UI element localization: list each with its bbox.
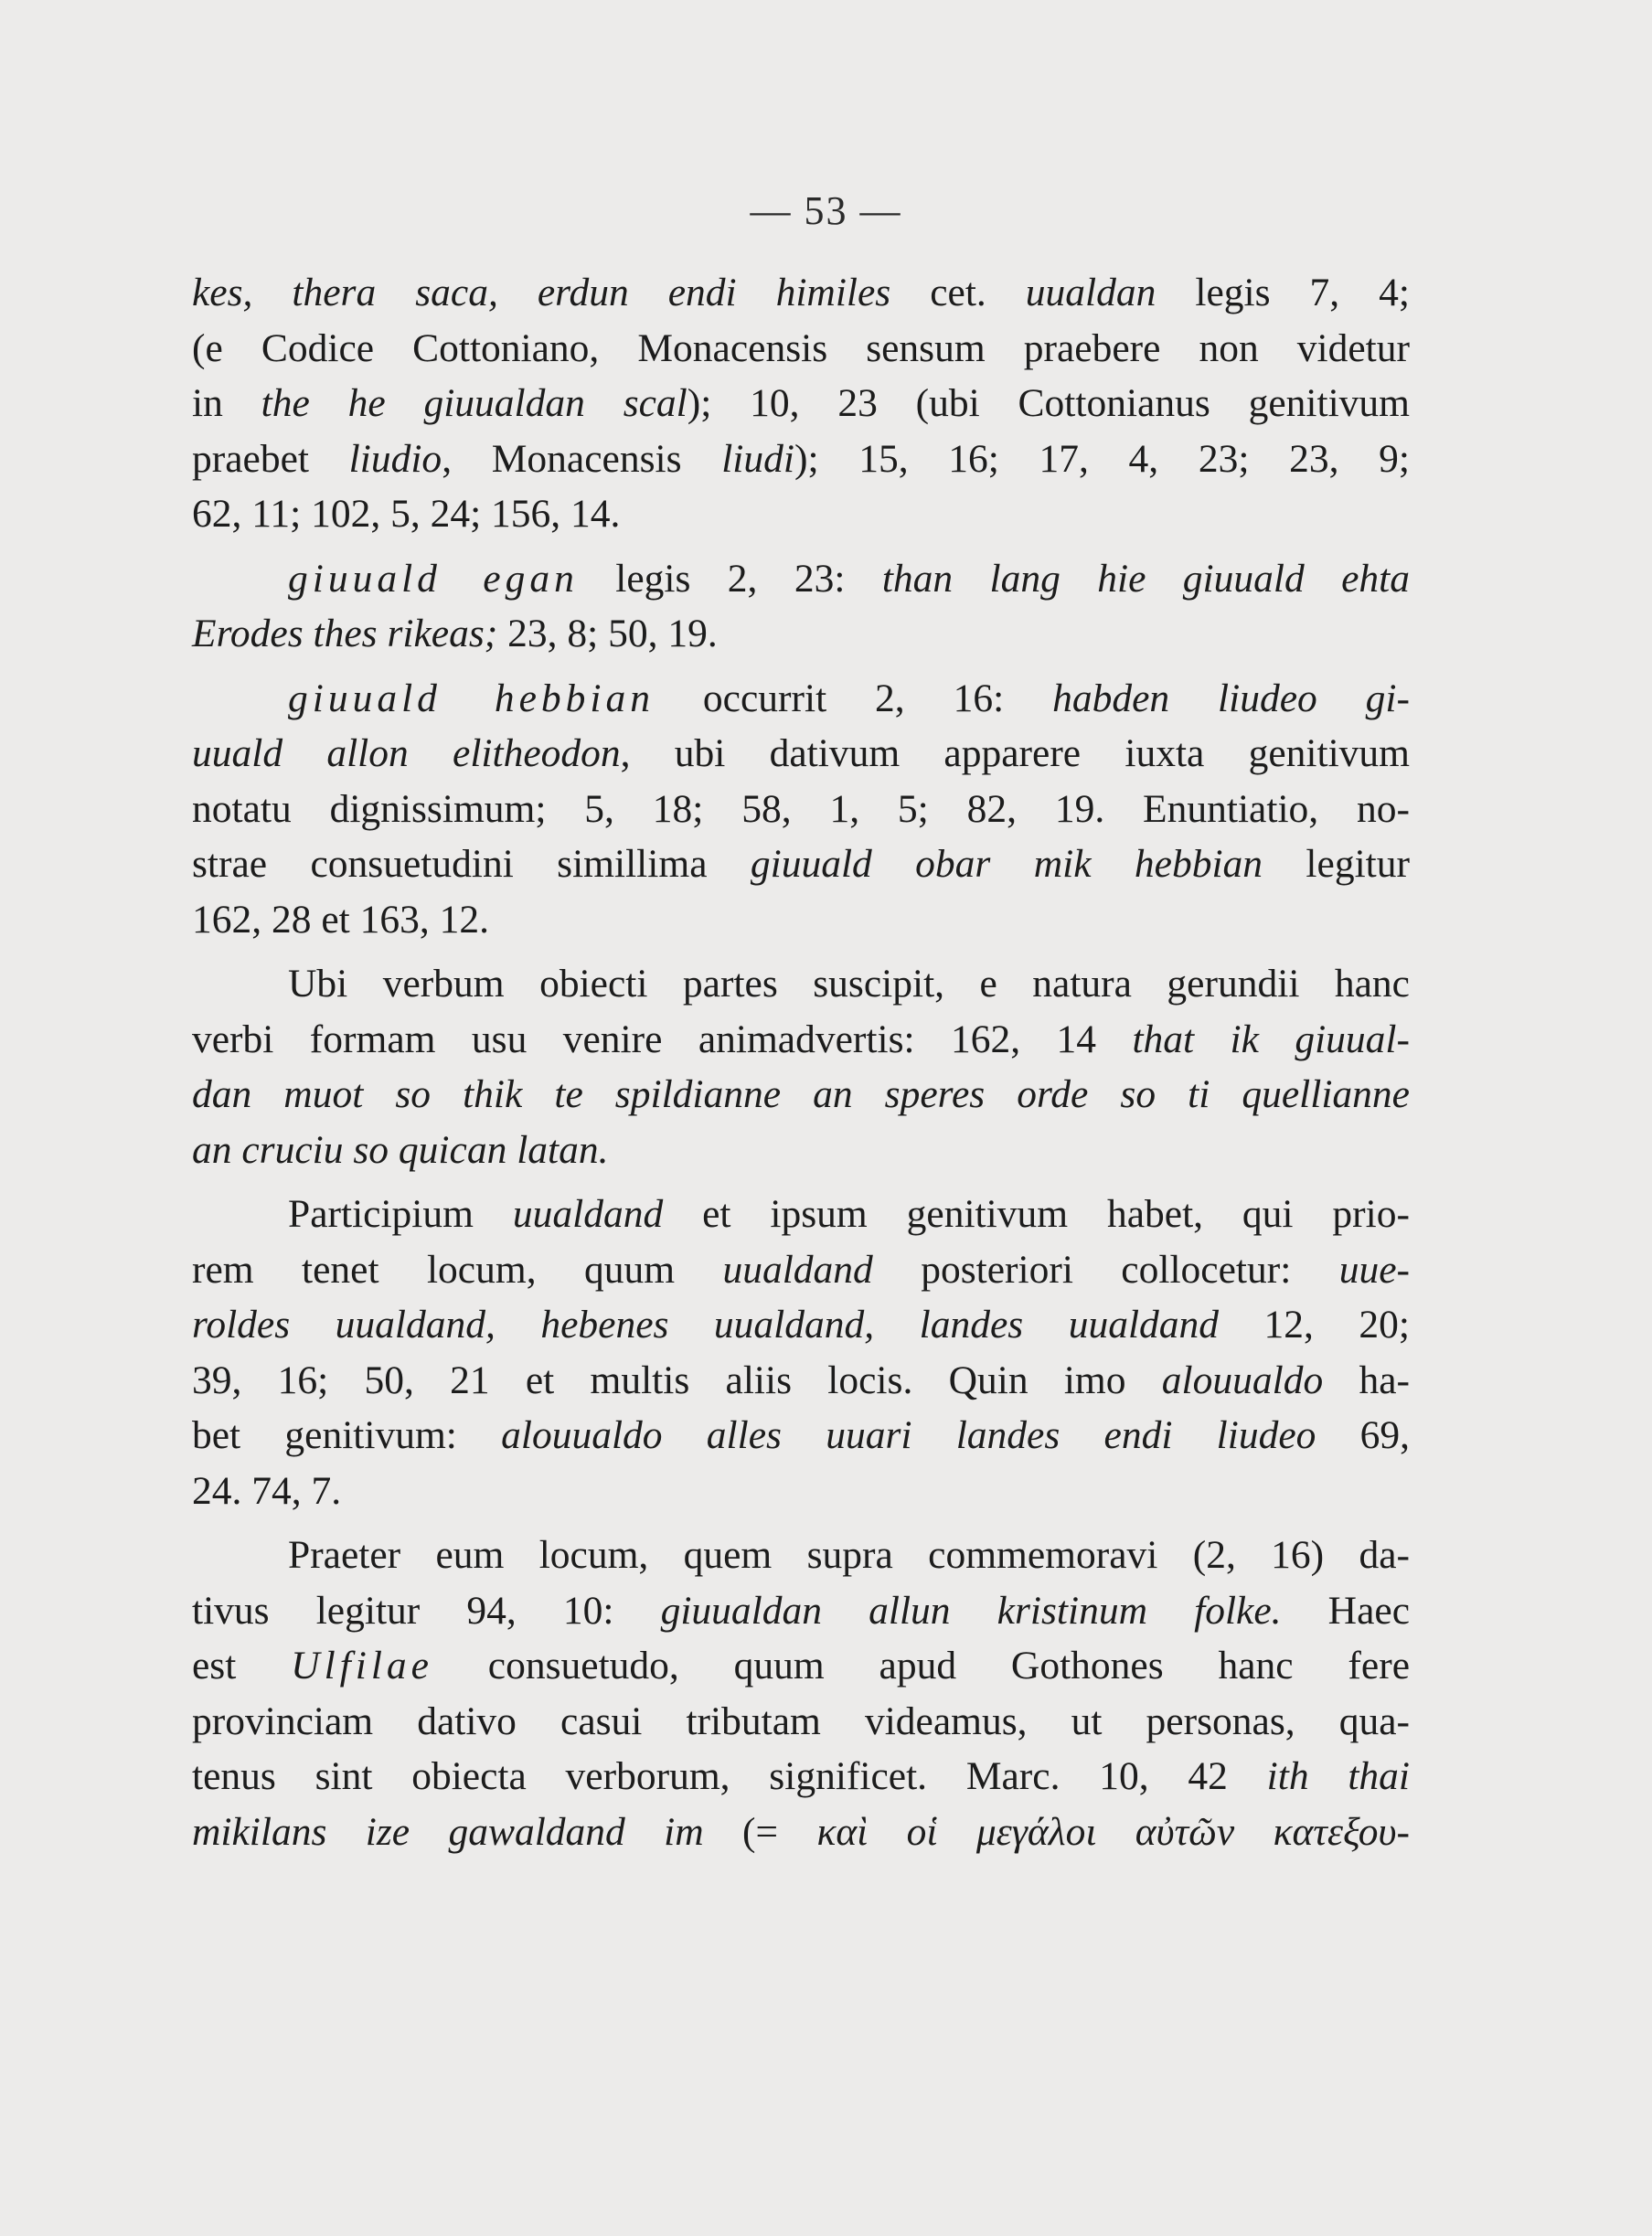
- text-run: rem tenet locum, quum: [192, 1247, 723, 1292]
- emphasis: giuuald egan: [288, 556, 579, 601]
- text-run: cet.: [890, 271, 1026, 314]
- text-line: [192, 431, 1410, 487]
- emphasis: alouualdo alles uuari landes endi liudeo: [501, 1413, 1316, 1457]
- emphasis: than lang hie giuuald ehta: [881, 556, 1410, 601]
- text-line: [192, 1067, 1410, 1123]
- emphasis: liudio: [348, 436, 442, 481]
- emphasis: Erodes thes rikeas;: [192, 612, 498, 655]
- emphasis: that ik giuual-: [1132, 1017, 1410, 1061]
- text-run: in: [192, 381, 261, 425]
- text-run: 39, 16; 50, 21 et multis aliis locis. Quin imo: [192, 1358, 1162, 1402]
- text-line: notatu dignissimum; 5, 18; 58, 1, 5; 82, 19. Enuntiatio, no-: [192, 786, 1410, 831]
- text-run: tenus sint obiecta verborum, significet. Marc. 10, 42: [192, 1754, 1267, 1798]
- emphasis: uualdan: [1025, 271, 1156, 314]
- text-line: [192, 726, 1410, 782]
- text-line: [192, 836, 1410, 892]
- text-run: 23, 8; 50, 19.: [497, 612, 718, 655]
- emphasis: kes, thera saca, erdun endi himiles: [192, 271, 891, 314]
- text-line: [192, 1242, 1410, 1298]
- text-run: legis 7, 4;: [1156, 271, 1410, 314]
- text-run: 12, 20;: [1219, 1303, 1410, 1347]
- text-line: [192, 265, 1410, 321]
- text-run: bet genitivum:: [192, 1413, 502, 1457]
- emphasis: dan muot so thik te spildianne an speres orde so ti quellianne: [192, 1072, 1410, 1116]
- emphasis: giuuald obar mik hebbian: [750, 842, 1263, 886]
- emphasis: liudi: [721, 436, 794, 481]
- emphasis: uualdand: [722, 1247, 873, 1292]
- text-run: praebet: [192, 436, 349, 481]
- text-line: [192, 1638, 1410, 1694]
- paragraph: [192, 551, 1410, 662]
- text-line: Ubi verbum obiecti partes suscipit, e natura gerundii hanc: [288, 962, 1410, 1006]
- text-line: Praeter eum locum, quem supra commemoravi (2, 16) da-: [288, 1533, 1410, 1577]
- paragraph: [192, 956, 1410, 1177]
- text-run: ); 10, 23 (ubi Cottonianus genitivum: [687, 381, 1410, 425]
- text-line: (e Codice Cottoniano, Monacensis sensum praebere non videtur: [192, 325, 1410, 370]
- text-run: Participium: [288, 1192, 513, 1236]
- emphasis: alouualdo: [1161, 1358, 1324, 1402]
- text-run: strae consuetudini simillima: [192, 842, 751, 886]
- text-line: [192, 1353, 1410, 1409]
- page-number: — 53 —: [750, 188, 902, 233]
- text-line: [192, 606, 1410, 662]
- emphasis: mikilans ize gawaldand im: [192, 1809, 704, 1854]
- text-line: [192, 671, 1410, 727]
- text-run: ); 15, 16; 17, 4, 23; 23, 9;: [794, 436, 1410, 481]
- text-line: 162, 28 et 163, 12.: [192, 897, 490, 942]
- text-run: tivus legitur 94, 10:: [192, 1588, 661, 1633]
- page-body: [192, 265, 1410, 1869]
- paragraph: [192, 265, 1410, 542]
- emphasis: giuualdan allun kristinum folke.: [660, 1588, 1282, 1633]
- text-line: [192, 551, 1410, 607]
- text-line: [192, 376, 1410, 431]
- emphasis: uuald allon elitheodon: [192, 731, 621, 775]
- text-run: legis 2, 23:: [578, 556, 882, 601]
- emphasis: giuuald hebbian: [288, 676, 655, 720]
- text-line: [192, 1749, 1410, 1805]
- text-run: consuetudo, quum apud Gothones hanc fere: [432, 1644, 1410, 1688]
- text-line: provinciam dativo casui tributam videamus, ut personas, qua-: [192, 1698, 1410, 1743]
- paragraph: [192, 671, 1410, 948]
- text-line: [192, 1408, 1410, 1464]
- emphasis: ith thai: [1266, 1754, 1411, 1798]
- text-run: et ipsum genitivum habet, qui prio-: [663, 1192, 1410, 1236]
- emphasis: uue-: [1338, 1247, 1411, 1292]
- text-run: ha-: [1323, 1358, 1411, 1402]
- greek-text: καὶ οἱ μεγάλοι αὐτῶν κατεξου-: [816, 1809, 1410, 1854]
- emphasis: the he giuualdan scal: [261, 381, 687, 425]
- emphasis: an cruciu so quican latan.: [192, 1127, 609, 1172]
- text-line: 62, 11; 102, 5, 24; 156, 14.: [192, 492, 621, 536]
- text-run: , Monacensis: [442, 436, 722, 481]
- text-line: [192, 1297, 1410, 1353]
- paragraph: [192, 1187, 1410, 1518]
- emphasis: Ulfilae: [291, 1644, 433, 1688]
- text-run: legitur: [1263, 842, 1410, 886]
- emphasis: habden liudeo gi-: [1052, 676, 1410, 720]
- paragraph: [192, 1528, 1410, 1859]
- emphasis: roldes uualdand, hebenes uualdand, landes uualdand: [192, 1303, 1220, 1347]
- text-line: 24. 74, 7.: [192, 1468, 342, 1513]
- text-line: [192, 1123, 1410, 1178]
- text-line: [192, 1805, 1410, 1860]
- text-run: Haec: [1281, 1588, 1411, 1633]
- text-run: (=: [703, 1809, 817, 1854]
- text-run: est: [192, 1644, 292, 1688]
- text-run: 69,: [1316, 1413, 1410, 1457]
- emphasis: uualdand: [512, 1192, 664, 1236]
- text-run: , ubi dativum apparere iuxta genitivum: [620, 731, 1410, 775]
- text-line: [192, 1187, 1410, 1242]
- text-run: posteriori collocetur:: [872, 1247, 1339, 1292]
- text-line: [192, 1012, 1410, 1068]
- text-line: [192, 1583, 1410, 1639]
- text-run: verbi formam usu venire animadvertis: 162, 14: [192, 1017, 1133, 1061]
- text-run: occurrit 2, 16:: [654, 676, 1053, 720]
